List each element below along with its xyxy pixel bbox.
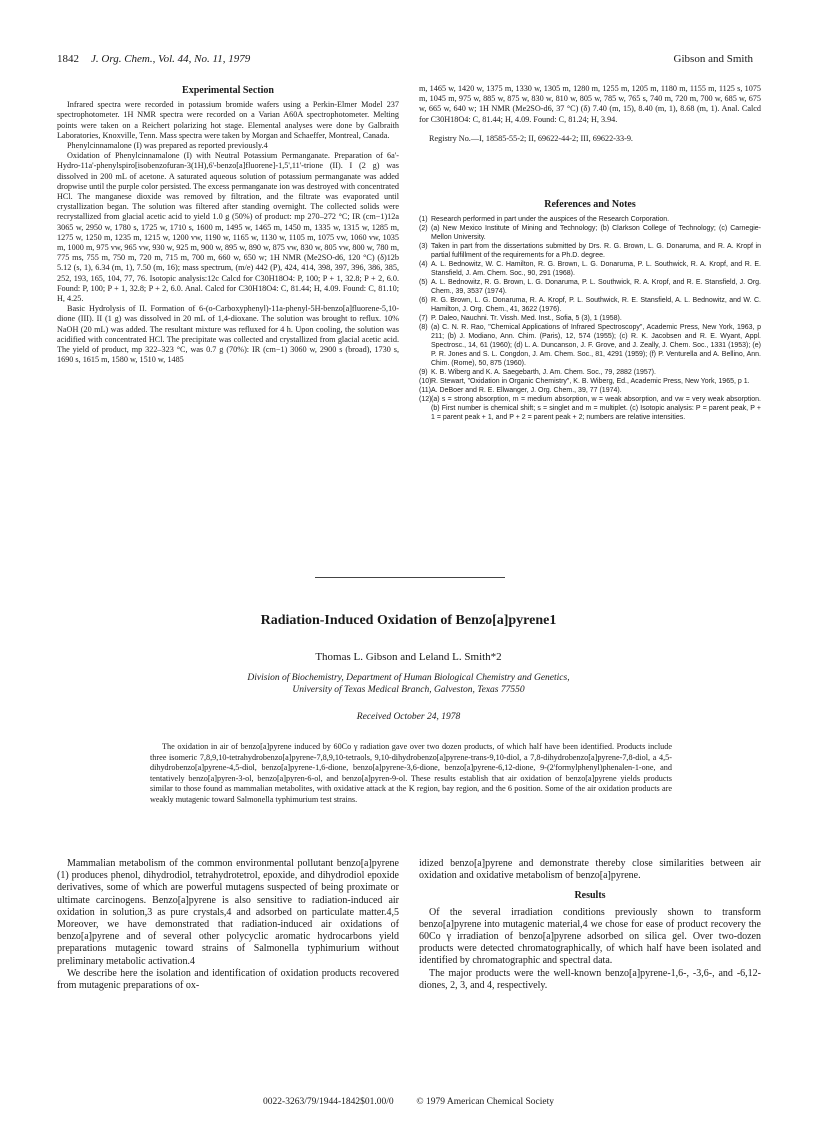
- experimental-continuation: [419, 84, 761, 144]
- reference-number: (2): [419, 225, 428, 232]
- reference-item: [419, 323, 761, 368]
- body-paragraph: Mammalian metabolism of the common environmental pollutant benzo[a]pyrene (1) produces phenol, dihydrodiol, tetrahydrotetrol, epoxide, and dihydrodiol epoxide derivatives, some of which are powerful mutagens suspected of being proximate or ultimate carcinogens. Benzo[a]pyrene is also sensitive to radiation-induced air oxidation in solution,3 as pure crystals,4 and adsorbed on particulate matter.4,5 Moreover, we have demonstrated that radiation-induced air oxidations of benzo[a]pyrene and of several other polycyclic aromatic hydrocarbons yield preparations mutagenic toward strains of Salmonella typhimurium without preliminary metabolic activation.4: [57, 858, 399, 967]
- body-paragraph: We describe here the isolation and identification of oxidation products recovered from mutagenic preparations of ox-: [57, 967, 399, 992]
- reference-item: [419, 395, 761, 422]
- reference-item: [419, 215, 761, 224]
- body-paragraph: idized benzo[a]pyrene and demonstrate thereby close similarities between air oxidation and oxidative metabolism of benzo[a]pyrene.: [419, 858, 761, 882]
- experimental-section: [57, 86, 399, 365]
- page-footer: [0, 1097, 817, 1107]
- results-heading: Results: [574, 890, 606, 902]
- registry-numbers: Registry No.—I, 18585-55-2; II, 69622-44-2; III, 69622-33-9.: [429, 133, 633, 143]
- reference-text: A. L. Bednowitz, W. C. Hamilton, R. G. Brown, L. G. Donaruma, P. L. Southwick, R. A. Kropf, and R. E. Stansfield, J. Am. Chem. Soc., 90, 291 (1968).: [431, 261, 761, 277]
- reference-text: R. Stewart, "Oxidation in Organic Chemistry", K. B. Wiberg, Ed., Academic Press, New York, 1965, p 1.: [431, 378, 750, 385]
- reference-number: (11): [419, 387, 431, 394]
- reference-text: R. G. Brown, L. G. Donaruma, R. A. Kropf, P. L. Southwick, R. E. Stansfield, A. L. Bednowitz, and W. C. Hamilton, J. Org. Chem., 41, 3622 (1976).: [431, 297, 761, 313]
- reference-number: (9): [419, 369, 428, 376]
- reference-item: [419, 278, 761, 296]
- reference-item: [419, 242, 761, 260]
- reference-text: (a) s = strong absorption, m = medium absorption, w = weak absorption, and vw = very weak absorption. (b) First number is chemical shift; s = singlet and m = multiplet. (c) Isotopic analysis: P = parent peak, P + 1 = parent peak + 1, and P + 2 = parent peak + 2; numbers are relative intensities.: [431, 396, 761, 421]
- experimental-paragraph: Oxidation of Phenylcinnamalone (I) with Neutral Potassium Permanganate. Preparation of 6a'-Hydro-11a'-phenylspiro[isobenzofuran-3(1H),6'-benzo[a]fluorene]-1,5',11'-trione (II). I (2 g) was dissolved in 200 mL of acetone. A saturated aqueous solution of potassium permanganate was added dropwise until the purple color persisted. The excess permanganate ion was destroyed with concentrated HCl. The manganese dioxide was removed by filtration, and the filtrate was evaporated until crystallization began. The solution was filtered after standing overnight. The collected solids were recrystallized from glacial acetic acid to yield 1.0 g (50%) of product: mp 270–272 °C; IR (cm−1)12a 3065 w, 2950 w, 1780 s, 1725 w, 1710 s, 1600 m, 1495 w, 1465 m, 1450 m, 1335 w, 1315 w, 1285 m, 1275 w, 1250 m, 1235 m, 1215 w, 1200 vw, 1190 w, 1165 w, 1130 w, 1105 m, 1075 vw, 1060 vw, 1035 m, 1000 m, 975 vw, 965 vw, 930 w, 925 m, 900 w, 895 w, 890 w, 875 vw, 830 w, 805 vw, 800 w, 780 m, 775 ms, 755 m, 750 m, 720 m, 715 m, 700 m, 660 w, 650 w; 1H NMR (Me2SO-d6, 120 °C) (δ)12b 5.12 (s, 1), 6.34 (m, 1), 7.50 (m, 16); mass spectrum, (m/e) 442 (P), 424, 414, 398, 397, 396, 386, 385, 252, 193, 165, 104, 77, 76. Isotopic analysis:12c Calcd for C30H18O4: P, 100; P + 1, 32.8; P + 2, 6.0. Found: P, 100; P + 1, 32.8; P + 2, 6.0. Anal. Calcd for C30H18O4: C, 81.44; H, 4.09. Found: C, 81.10; H, 4.25.: [57, 151, 399, 304]
- reference-item: [419, 260, 761, 278]
- page-number: 1842: [57, 53, 79, 65]
- reference-number: (10): [419, 378, 432, 385]
- journal-citation: J. Org. Chem., Vol. 44, No. 11, 1979: [91, 53, 251, 65]
- running-authors: Gibson and Smith: [673, 53, 753, 65]
- reference-text: Taken in part from the dissertations submitted by Drs. R. G. Brown, L. G. Donaruma, and R. A. Kropf in partial fulfillment of the requirements for a Ph.D. degree.: [431, 243, 761, 259]
- article-code: 0022-3263/79/1944-1842$01.00/0: [263, 1097, 394, 1107]
- article-affiliation: [0, 672, 817, 696]
- article-body-right: [419, 858, 761, 992]
- experimental-heading: Experimental Section: [182, 85, 274, 96]
- article-body-left: [57, 858, 399, 992]
- abstract: The oxidation in air of benzo[a]pyrene induced by 60Co γ radiation gave over two dozen products, of which half have been identified. Products include three isomeric 7,8,9,10-tetrahydrobenzo[a]pyrene-7,8,9,10-tetraols, 9,10-dihydrobenzo[a]pyrene-trans-9,10-diol, a 7,8-dihydrobenzo[a]pyrene-7,8-diol, a 4,5-dihydrobenzo[a]pyrene-4,5-diol, benzo[a]pyrene-1,6-dione, benzo[a]pyrene-3,6-dione, benzo[a]pyrene-6,12-dione, 9-(2'formylphenyl)phenalen-1-one, and tentatively benzo[a]pyren-3-ol, benzo[a]pyren-6-ol, and benzo[a]pyren-9-ol. These results establish that air oxidation of benzo[a]pyrene yields products similar to those found as mammalian metabolites, with oxidative attack at the K region, bay region, and the 6 position. Some of the air oxidation products are weakly mutagenic toward Salmonella typhimurium test strains.: [150, 742, 672, 804]
- experimental-paragraph: Infrared spectra were recorded in potassium bromide wafers using a Perkin-Elmer Model 237 spectrophotometer. 1H NMR spectra were recorded on a Varian A60A spectrophotometer. Melting points were taken on a Reichert polarizing hot stage. Elemental analyses were done by Galbraith Laboratories, Knoxville, Tenn. Mass spectra were taken by Morgan and Schaeffer, Montreal, Canada.: [57, 100, 399, 140]
- body-paragraph: Of the several irradiation conditions previously shown to transform benzo[a]pyrene into mutagenic material,4 we chose for ease of product recovery the 60Co γ irradiation of benzo[a]pyrene adsorbed on silica gel. Over two-dozen products were detected chromatographically, of which half have been isolated and identified by chromatographic and spectral data.: [419, 906, 761, 967]
- reference-number: (12): [419, 396, 432, 403]
- reference-text: (a) C. N. R. Rao, "Chemical Applications of Infrared Spectroscopy", Academic Press, New York, 1963, p 211; (b) J. Modiano, Ann. Chim. (Paris), 12, 574 (1955); (c) R. K. Jacobsen and R. E. Wyant, Appl. Spectrosc., 14, 61 (1960); (d) L. A. Duncanson, J. F. Grove, and J. Zeally, J. Chem. Soc., 1331 (1953); (e) P. R. Jones and S. L. Congdon, J. Am. Chem. Soc., 81, 4291 (1959); (f) P. Venturella and A. Bellino, Ann. Chim. (Rome), 50, 875 (1960).: [431, 324, 761, 367]
- references-heading: References and Notes: [544, 199, 636, 210]
- affiliation-line: Division of Biochemistry, Department of Human Biological Chemistry and Genetics,: [247, 673, 570, 683]
- reference-number: (6): [419, 297, 428, 304]
- references-list: [419, 215, 761, 422]
- reference-number: (8): [419, 324, 428, 331]
- reference-item: [419, 296, 761, 314]
- reference-text: (a) New Mexico Institute of Mining and Technology; (b) Clarkson College of Technology; (c) Carnegie-Mellon University.: [431, 225, 761, 241]
- reference-item: [419, 314, 761, 323]
- reference-number: (1): [419, 216, 428, 223]
- reference-text: A. DeBoer and R. E. Ellwanger, J. Org. Chem., 39, 77 (1974).: [431, 387, 622, 394]
- body-paragraph: The major products were the well-known benzo[a]pyrene-1,6-, -3,6-, and -6,12-diones, 2, 3, and 4, respectively.: [419, 967, 761, 991]
- received-date: Received October 24, 1978: [356, 712, 461, 722]
- section-divider: [315, 577, 505, 578]
- reference-text: K. B. Wiberg and K. A. Saegebarth, J. Am. Chem. Soc., 79, 2882 (1957).: [431, 369, 656, 376]
- article-title: Radiation-Induced Oxidation of Benzo[a]pyrene1: [260, 613, 557, 628]
- affiliation-line: University of Texas Medical Branch, Galveston, Texas 77550: [292, 685, 525, 695]
- article-authors: Thomas L. Gibson and Leland L. Smith*2: [315, 651, 502, 663]
- references-section: [419, 200, 761, 422]
- reference-number: (3): [419, 243, 428, 250]
- experimental-paragraph: Phenylcinnamalone (I) was prepared as reported previously.4: [67, 141, 268, 151]
- reference-item: [419, 368, 761, 377]
- reference-item: [419, 377, 761, 386]
- reference-text: P. Daleo, Nauchni. Tr. Vissh. Med. Inst., Sofia, 5 (3), 1 (1958).: [431, 315, 622, 322]
- reference-text: A. L. Bednowitz, R. G. Brown, L. G. Donaruma, P. L. Southwick, R. A. Kropf, and R. E. Stansfield, J. Org. Chem., 39, 3537 (1974).: [431, 279, 761, 295]
- continuation-text: m, 1465 w, 1420 w, 1375 m, 1330 w, 1305 m, 1280 m, 1255 m, 1205 m, 1180 m, 1155 m, 1125 s, 1075 m, 1045 m, 975 w, 885 w, 875 w, 830 w, 810 w, 805 w, 785 w, 765 s, 740 m, 720 m, 700 w, 685 w, 675 w, 665 w, 640 w; 1H NMR (Me2SO-d6, 37 °C) (δ) 7.40 (m, 15), 8.40 (m, 1), 8.68 (m, 1). Anal. Calcd for C30H18O4: C, 81.44; H, 4.09. Found: C, 81.24; H, 3.94.: [419, 84, 761, 124]
- reference-number: (7): [419, 315, 428, 322]
- reference-item: [419, 224, 761, 242]
- reference-number: (4): [419, 261, 428, 268]
- reference-number: (5): [419, 279, 428, 286]
- experimental-paragraph: Basic Hydrolysis of II. Formation of 6-(o-Carboxyphenyl)-11a-phenyl-5H-benzo[a]fluorene-5,10-dione (III). II (1 g) was dissolved in 20 mL of 1,4-dioxane. The solution was brought to reflux. 10% NaOH (20 mL) was added. The resultant mixture was refluxed for 4 h. Upon cooling, the solution was acidified with concentrated HCl. The precipitate was collected and crystallized from glacial acetic acid. The yield of product, mp 322–323 °C, was 0.7 g (70%): IR (cm−1) 3060 w, 2900 s (broad), 1730 s, 1690 s, 1615 m, 1580 w, 1510 w, 1485: [57, 304, 399, 365]
- reference-item: [419, 386, 761, 395]
- reference-text: Research performed in part under the auspices of the Research Corporation.: [431, 216, 670, 223]
- copyright-notice: © 1979 American Chemical Society: [416, 1097, 554, 1107]
